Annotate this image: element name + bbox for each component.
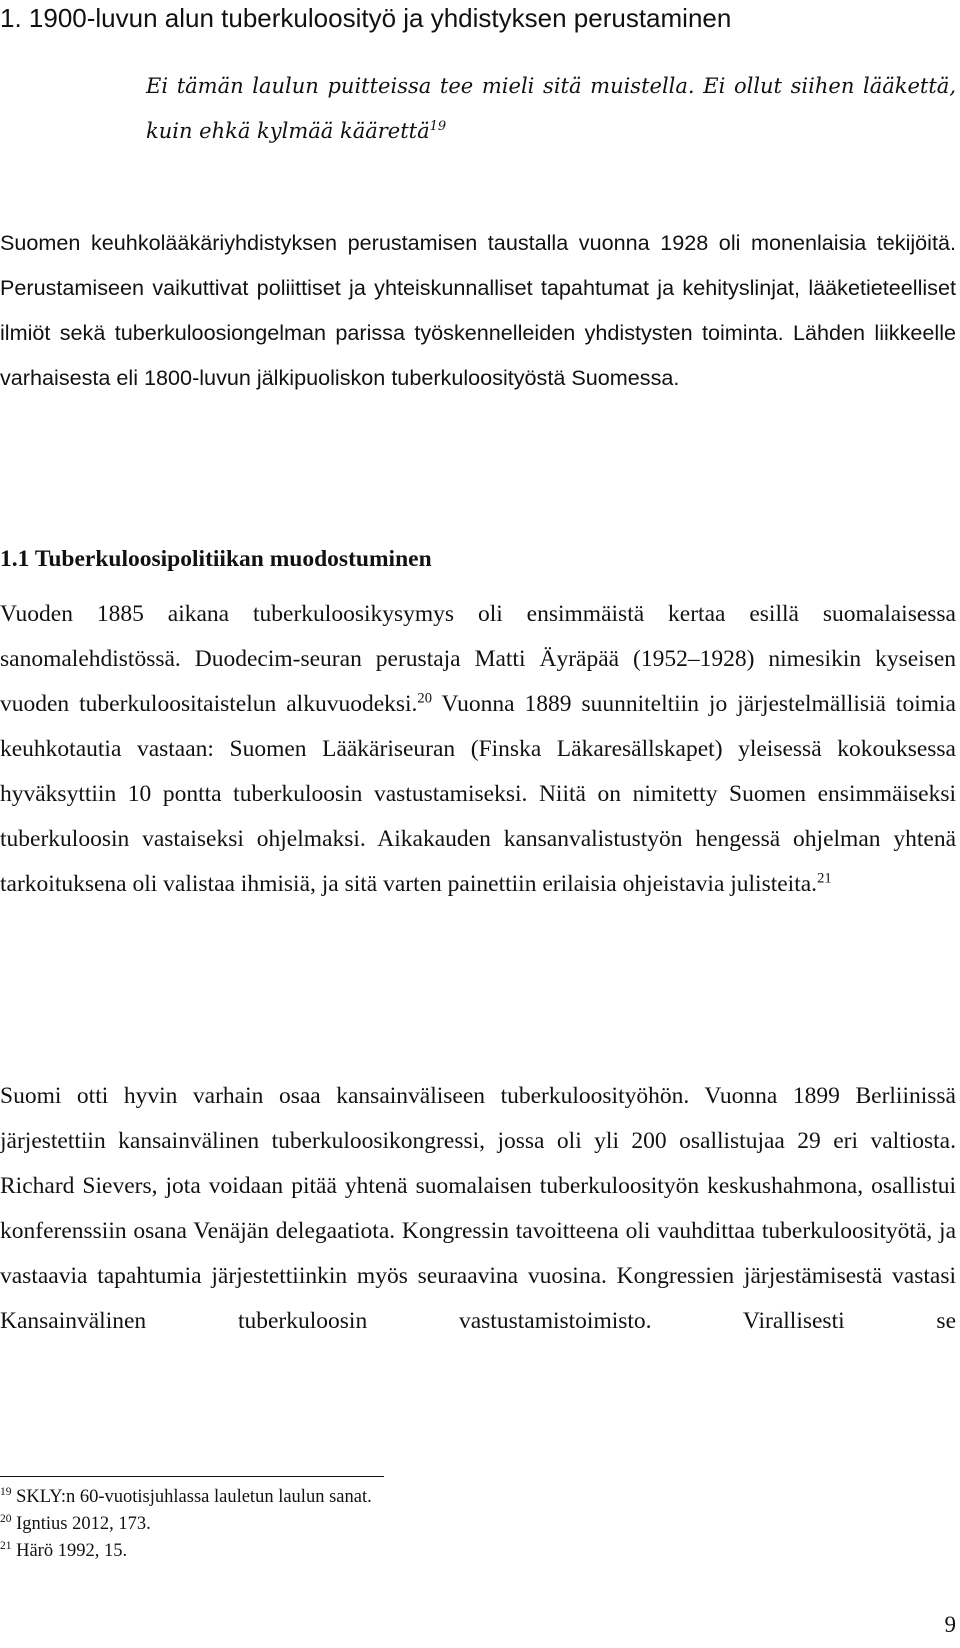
footnote-number: 21 (0, 1540, 12, 1553)
epigraph-quote (146, 64, 956, 154)
section-paragraph-1 (0, 592, 956, 907)
intro-sentence-3: Lähden liikkeelle varhaisesta eli 1800-luvun jälkipuoliskon tuberkuloosityöstä Suomessa. (0, 320, 957, 390)
page-number: 9 (944, 1612, 956, 1637)
chapter-heading: 1. 1900-luvun alun tuberkuloosityö ja yhdistyksen perustaminen (0, 3, 732, 33)
footnote-21 (0, 1538, 700, 1565)
section-paragraph-2: Suomi otti hyvin varhain osaa kansainväliseen tuberkuloosityöhön. Vuonna 1899 Berliinissä järjestettiin kansainvälinen tuberkuloosikongressi, jossa oli yli 200 osallistujaa 29 eri valtiosta. Richard Sievers, jota voidaan pitää yhtenä suomalaisen tuberkuloosityön keskushahmona, osallistui konferenssiin osana Venäjän delegaatiota. Kongressin tavoitteena oli vauhdittaa tuberkuloosityötä, ja vastaavia tapahtumia järjestettiinkin myös seuraavina vuosina. Kongressien järjestämisestä vastasi Kansainvälinen tuberkuloosin vastustamistoimisto. Virallisesti se (0, 1083, 956, 1334)
paragraph-1-part-2: Vuonna 1889 suunniteltiin jo järjestelmällisiä toimia keuhkotautia vastaan: Suomen Lääkäriseuran (Finska Läkaresällskapet) yleisessä kokouksessa hyväksyttiin 10 pontta tuberkuloosin vastustamiseksi. Niitä on nimitetty Suomen ensimmäiseksi tuberkuloosin vastaiseksi ohjelmaksi. Aikakauden kansanvalistustyön hengessä ohjelman yhtenä tarkoituksena oli valistaa ihmisiä, ja sitä varten painettiin erilaisia ohjeistavia julisteita. (0, 691, 956, 897)
footnote-divider (0, 1476, 384, 1477)
footnote-20 (0, 1511, 700, 1538)
paragraph-1-part-1: Vuoden 1885 aikana tuberkuloosikysymys oli ensimmäistä kertaa esillä suomalaisessa sanomalehdistössä. Duodecim-seuran perustaja Matti Äyräpää (1952–1928) nimesikin kyseisen vuoden tuberkuloositaistelun alkuvuodeksi. (0, 601, 956, 717)
intro-paragraph (0, 220, 956, 400)
footnote-ref-20: 20 (417, 690, 432, 707)
intro-sentence-2: Perustamiseen vaikuttivat poliittiset ja yhteiskunnalliset tapahtumat ja kehityslinjat, lääketieteelliset ilmiöt sekä tuberkuloosiongelman parissa työskennelleiden yhdistysten toiminta. (0, 275, 956, 345)
footnote-ref-21: 21 (817, 870, 832, 887)
quote-text: Ei tämän laulun puitteissa tee mieli sitä muistella. Ei ollut siihen lääkettä, kuin ehkä kylmää käärettä (146, 74, 956, 143)
footnote-19 (0, 1484, 700, 1511)
footnote-number: 19 (0, 1486, 12, 1499)
footnote-text: Igntius 2012, 173. (16, 1514, 151, 1534)
footnotes-list (0, 1484, 700, 1565)
footnote-text: SKLY:n 60-vuotisjuhlassa lauletun laulun sanat. (16, 1487, 372, 1507)
footnote-ref-19: 19 (429, 119, 447, 135)
section-heading: 1.1 Tuberkuloosipolitiikan muodostuminen (0, 546, 432, 572)
intro-sentence-1: Suomen keuhkolääkäriyhdistyksen perustamisen taustalla vuonna 1928 oli monenlaisia tekijöitä. (0, 230, 956, 255)
footnote-text: Härö 1992, 15. (16, 1541, 128, 1561)
footnote-number: 20 (0, 1513, 12, 1526)
